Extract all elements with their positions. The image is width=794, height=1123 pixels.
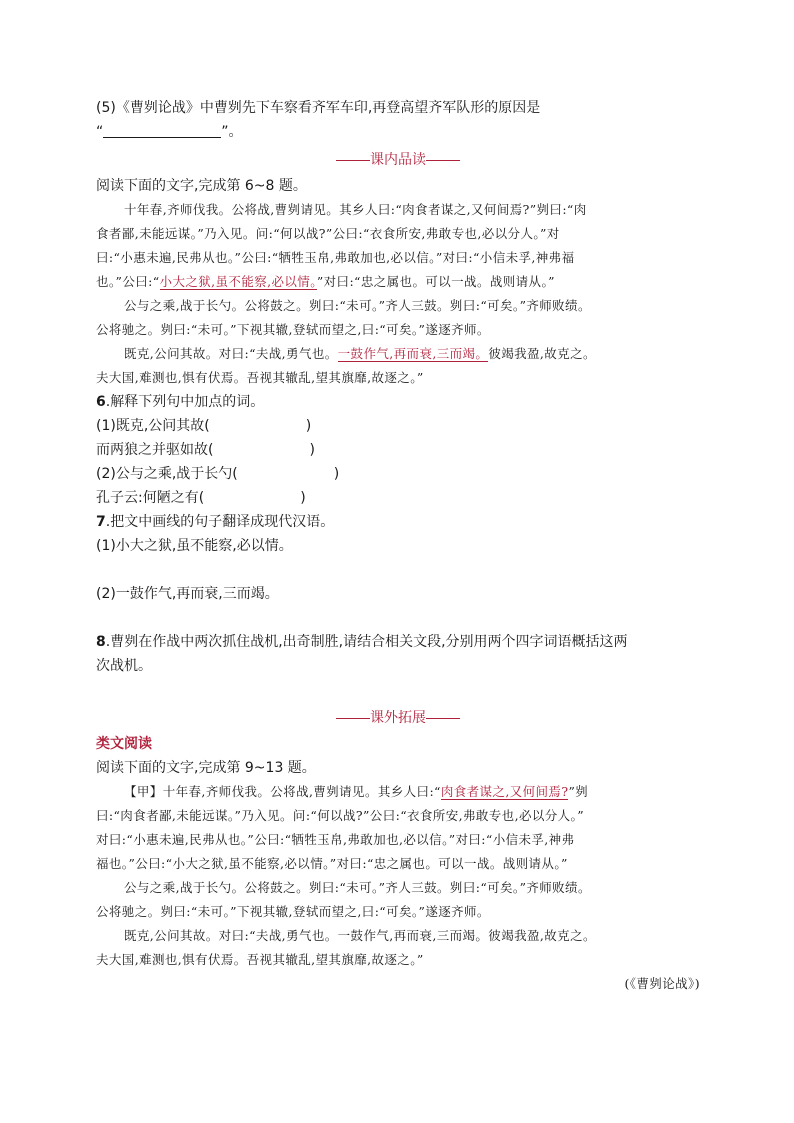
header-rule-right — [426, 718, 460, 719]
item-text: (1)既克,公问其故( — [96, 418, 210, 434]
passage-line: 公与之乘,战于长勺。公将鼓之。刿曰:“未可。”齐人三鼓。刿曰:“可矣。”齐师败绩。 — [124, 880, 591, 895]
q6-item — [96, 462, 700, 486]
q6-item — [96, 486, 700, 510]
item-text: (2)公与之乘,战于长勺( — [96, 466, 238, 482]
passage-line: 曰:“肉食者鄙,未能远谋。”乃入见。问:“何以战?”公曰:“衣食所安,弗敢专也,必以分人。” — [96, 808, 584, 823]
passage-line: 曰:“小惠未遍,民弗从也。”公曰:“牺牲玉帛,弗敢加也,必以信。”对曰:“小信未孚,神弗福 — [96, 250, 575, 265]
question-text: .曹刿在作战中两次抓住战机,出奇制胜,请结合相关文段,分别用两个四字词语概括这两 — [105, 634, 628, 650]
text-run: ”对曰:“忠之属也。可以一战。战则请从。” — [316, 274, 555, 289]
q5-answer-line — [96, 120, 700, 144]
passage-line — [96, 780, 700, 804]
section-title: 课外拓展 — [370, 710, 426, 726]
close-paren: ) — [305, 418, 312, 434]
close-paren: ) — [309, 442, 315, 458]
passage-line: 既克,公问其故。对曰:“夫战,勇气也。一鼓作气,再而衰,三而竭。彼竭我盈,故克之。 — [124, 928, 596, 943]
passage-line: 食者鄙,未能远谋。”乃入见。问:“何以战?”公曰:“衣食所安,弗敢专也,必以分人。”对 — [96, 226, 560, 241]
text-run: ”刿 — [568, 784, 589, 799]
question-number: 7 — [96, 514, 106, 530]
answer-space[interactable] — [96, 606, 700, 630]
close-quote: ”。 — [221, 124, 243, 140]
header-rule-left — [336, 160, 370, 161]
open-quote: “ — [96, 124, 104, 140]
question-number: 8 — [96, 634, 106, 650]
passage-line: 公与之乘,战于长勺。公将鼓之。刿曰:“未可。”齐人三鼓。刿曰:“可矣。”齐师败绩。 — [124, 298, 591, 313]
passage-line: 夫大国,难测也,惧有伏焉。吾视其辙乱,望其旗靡,故逐之。” — [96, 952, 424, 967]
q7-prompt — [96, 510, 700, 534]
passage-line: 对曰:“小惠未遍,民弗从也。”公曰:“牺牲玉帛,弗敢加也,必以信。”对曰:“小信未孚,神弗 — [96, 832, 575, 847]
question-text: .解释下列句中加点的词。 — [105, 394, 265, 410]
similar-reading-label: 类文阅读 — [96, 736, 152, 752]
q6-item — [96, 438, 700, 462]
q6-item — [96, 414, 700, 438]
passage-line: 夫大国,难测也,惧有伏焉。吾视其辙乱,望其旗靡,故逐之。” — [96, 370, 424, 385]
section-header-in-class — [96, 148, 700, 172]
close-paren: ) — [333, 466, 340, 482]
answer-space[interactable] — [96, 678, 700, 702]
text-run: 也。”公曰:“ — [96, 274, 160, 289]
passage-line: 公将驰之。刿曰:“未可。”下视其辙,登轼而望之,曰:“可矣。”遂逐齐师。 — [96, 904, 490, 919]
passage-line: 十年春,齐师伐我。公将战,曹刿请见。其乡人曰:“肉食者谋之,又何间焉?”刿曰:“肉 — [124, 202, 587, 217]
answer-blank[interactable] — [103, 123, 221, 138]
text-run: 既克,公问其故。对曰:“夫战,勇气也。 — [124, 346, 338, 361]
underlined-sentence: 一鼓作气,再而衰,三而竭。 — [337, 346, 489, 361]
passage-line — [96, 270, 700, 294]
q8-prompt — [96, 630, 700, 654]
item-text: 而两狼之并驱如故( — [96, 442, 214, 458]
q6-prompt — [96, 390, 700, 414]
q7-item: (1)小大之狱,虽不能察,必以情。 — [96, 538, 293, 554]
question-text: .把文中画线的句子翻译成现代汉语。 — [105, 514, 335, 530]
text-run: 彼竭我盈,故克之。 — [488, 346, 596, 361]
passage-line: 公将驰之。刿曰:“未可。”下视其辙,登轼而望之,曰:“可矣。”遂逐齐师。 — [96, 322, 490, 337]
passage-instruction: 阅读下面的文字,完成第 9~13 题。 — [96, 760, 316, 776]
underlined-sentence: 肉食者谋之,又何间焉? — [440, 784, 569, 799]
section-title: 课内品读 — [370, 152, 426, 168]
item-text: 孔子云:何陋之有( — [96, 490, 205, 506]
close-paren: ) — [300, 490, 306, 506]
underlined-sentence: 小大之狱,虽不能察,必以情。 — [159, 274, 317, 289]
passage-line — [96, 342, 700, 366]
question-number: 6 — [96, 394, 106, 410]
q7-item: (2)一鼓作气,再而衰,三而竭。 — [96, 586, 279, 602]
passage-line: 福也。”公曰:“小大之狱,虽不能察,必以情。”对曰:“忠之属也。可以一战。战则请从。” — [96, 856, 568, 871]
passage-source: (《曹刿论战》) — [624, 976, 700, 991]
answer-space[interactable] — [96, 558, 700, 582]
q5-line: (5)《曹刿论战》中曹刿先下车察看齐军车印,再登高望齐军队形的原因是 — [96, 100, 541, 116]
passage-instruction: 阅读下面的文字,完成第 6~8 题。 — [96, 178, 307, 194]
text-run: 【甲】十年春,齐师伐我。公将战,曹刿请见。其乡人曰:“ — [124, 784, 441, 799]
section-header-outside — [96, 706, 700, 730]
worksheet-page — [96, 96, 700, 996]
q8-prompt-cont: 次战机。 — [96, 658, 152, 674]
header-rule-left — [336, 718, 370, 719]
header-rule-right — [426, 160, 460, 161]
